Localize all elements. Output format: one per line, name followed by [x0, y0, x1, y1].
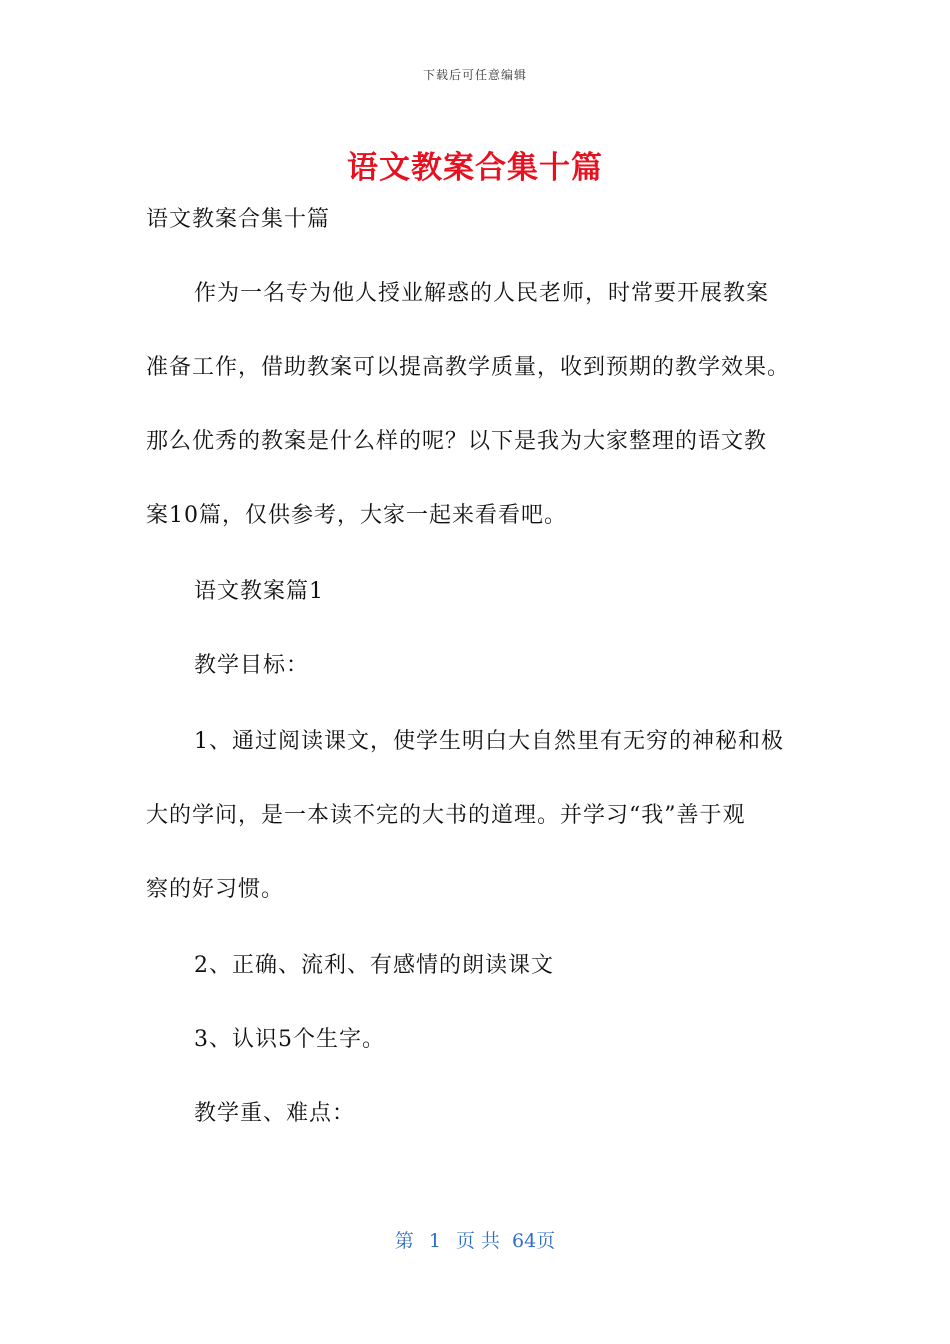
paragraph-line: 3、认识5个生字。 [194, 1027, 385, 1052]
footer-total-pages: 64页 [512, 1230, 556, 1252]
section-heading: 语文教案篇1 [194, 579, 324, 604]
footer-page-number: 1 [428, 1230, 441, 1252]
footer-middle: 页 共 [455, 1230, 500, 1252]
paragraph-line: 察的好习惯。 [146, 877, 285, 902]
section-heading: 教学目标： [194, 653, 310, 678]
footer-prefix: 第 [394, 1230, 414, 1252]
paragraph-line: 那么优秀的教案是什么样的呢？以下是我为大家整理的语文教 [146, 429, 768, 454]
document-subtitle: 语文教案合集十篇 [146, 207, 331, 232]
paragraph-line: 准备工作，借助教案可以提高教学质量，收到预期的教学效果。 [146, 355, 791, 380]
paragraph-line: 作为一名专为他人授业解惑的人民老师，时常要开展教案 [194, 281, 770, 306]
document-title: 语文教案合集十篇 [347, 150, 603, 186]
page-footer [0, 1226, 950, 1253]
paragraph-line: 1、通过阅读课文，使学生明白大自然里有无穷的神秘和极 [194, 729, 784, 754]
paragraph-line: 大的学问，是一本读不完的大书的道理。并学习“我”善于观 [146, 803, 746, 828]
paragraph-line: 案10篇，仅供参考，大家一起来看看吧。 [146, 503, 567, 528]
section-heading: 教学重、难点： [194, 1101, 356, 1126]
paragraph-line: 2、正确、流利、有感情的朗读课文 [194, 953, 554, 978]
header-note: 下载后可任意编辑 [422, 68, 527, 82]
